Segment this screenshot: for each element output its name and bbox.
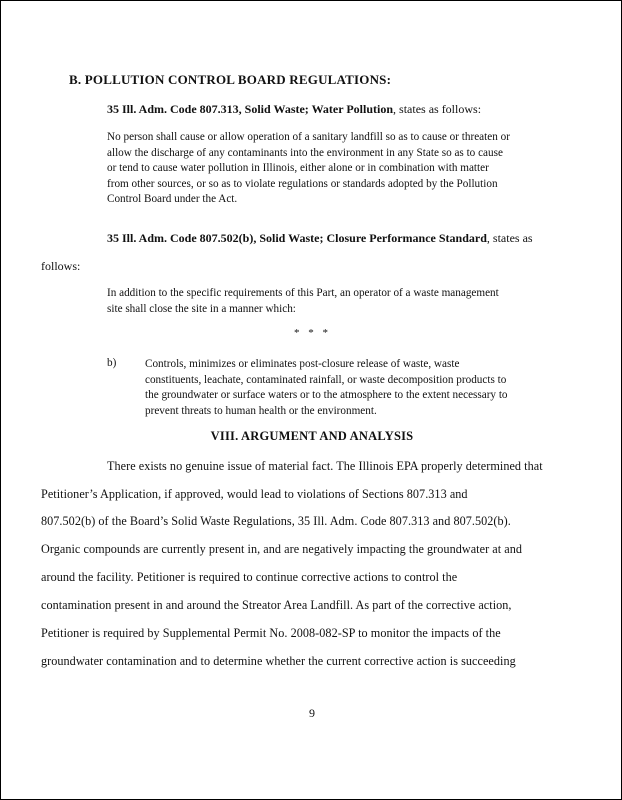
quote-line: No person shall cause or allow operation of a sanitary landfill so as to cause or threaten or <box>107 131 510 143</box>
quote-line: site shall close the site in a manner which: <box>107 302 296 315</box>
item-line: the groundwater or surface waters or to the atmosphere to the extent necessary to <box>145 389 508 401</box>
page-number: 9 <box>309 706 315 720</box>
regulation-1-intro-suffix: , states as follows: <box>393 102 482 116</box>
quote-line: In addition to the specific requirements of this Part, an operator of a waste management <box>107 287 499 299</box>
body-line: Organic compounds are currently present in, and are negatively impacting the groundwater at and <box>41 542 523 556</box>
body-line: contamination present in and around the Streator Area Landfill. As part of the corrective action, <box>41 598 512 612</box>
quote-line: or tend to cause water pollution in Illinois, either alone or in combination with matter <box>107 162 489 174</box>
quote-line: allow the discharge of any contaminants into the environment in any State so as to cause <box>107 146 503 159</box>
item-line: constituents, leachate, contaminated rainfall, or waste decomposition products to <box>145 373 507 386</box>
body-line: around the facility. Petitioner is required to continue corrective actions to control the <box>41 570 458 584</box>
quote-line: Control Board under the Act. <box>107 193 238 205</box>
item-line: Controls, minimizes or eliminates post-closure release of waste, waste <box>145 358 460 370</box>
regulation-1-intro <box>107 102 481 117</box>
section-viii-heading: VIII. ARGUMENT AND ANALYSIS <box>210 429 414 443</box>
regulation-2-citation: 35 Ill. Adm. Code 807.502(b), Solid Waste; Closure Performance Standard <box>107 231 487 245</box>
omission-ellipsis: * * * <box>294 327 331 339</box>
body-line: 807.502(b) of the Board’s Solid Waste Regulations, 35 Ill. Adm. Code 807.313 and 807.502(b). <box>41 514 511 528</box>
regulation-2-intro-suffix: , states as <box>486 231 533 245</box>
regulation-2-intro-continued: follows: <box>41 259 81 273</box>
body-line: groundwater contamination and to determine whether the current corrective action is succeeding <box>41 654 516 668</box>
regulation-1-citation: 35 Ill. Adm. Code 807.313, Solid Waste; Water Pollution <box>107 102 394 116</box>
item-marker: b) <box>107 357 117 369</box>
body-line: Petitioner is required by Supplemental Permit No. 2008-082-SP to monitor the impacts of the <box>41 626 501 640</box>
body-line: There exists no genuine issue of material fact. The Illinois EPA properly determined that <box>107 459 543 473</box>
regulation-2-intro <box>107 231 533 246</box>
section-b-heading: B. POLLUTION CONTROL BOARD REGULATIONS: <box>69 72 392 87</box>
body-line: Petitioner’s Application, if approved, would lead to violations of Sections 807.313 and <box>41 487 468 501</box>
item-line: prevent threats to human health or the environment. <box>145 404 377 417</box>
quote-line: from other sources, or so as to violate regulations or standards adopted by the Pollution <box>107 177 498 190</box>
